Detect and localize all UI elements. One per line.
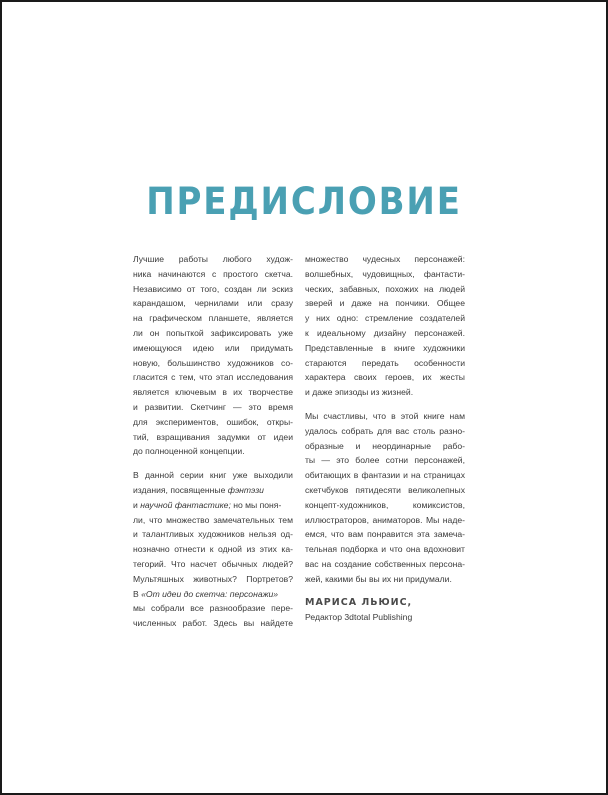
text-line: является ключевым в их творчестве: [133, 387, 293, 398]
text-line: и развитии. Скетчинг — это время: [133, 401, 293, 412]
text-line: и талантливых художников нельзя од-: [133, 529, 293, 540]
text-line: жей, какими бы вы их ни придумали.: [305, 573, 452, 584]
text-line: и даже эпизоды из жизней.: [305, 387, 414, 398]
author-role: Редактор 3dtotal Publishing: [305, 612, 413, 623]
text-line: Лучшие работы любого худож-: [133, 254, 293, 264]
text-line: тий, взращивания задумки от идеи: [133, 431, 293, 442]
text-span: и: [133, 499, 141, 510]
text-line: тегорий. Что насчет обычных людей?: [133, 558, 293, 569]
text-line: ли он попыткой зафиксировать уже: [133, 327, 293, 338]
text-line: мы собрали все разнообразие пере-: [133, 603, 293, 614]
text-line: Мы счастливы, что в этой книге нам: [305, 410, 465, 421]
text-line: характера своих героев, их жесты: [305, 372, 465, 383]
left-column: [133, 252, 293, 640]
italic-text: научной фантастике;: [140, 499, 231, 510]
left-paragraph-2: [133, 468, 293, 631]
text-line: множество чудесных персонажей:: [305, 254, 465, 264]
left-paragraph-1: [133, 252, 293, 459]
text-line: гласится с тем, что этап исследования: [133, 372, 293, 383]
text-line: волшебных, чудовищных, фантасти-: [305, 268, 465, 279]
text-line: [133, 498, 293, 513]
text-line: нозначно отнести к одной из этих ка-: [133, 544, 293, 555]
right-column: [305, 252, 465, 625]
text-line: карандашом, чернилами или сразу: [133, 298, 293, 309]
author-name: МАРИСА ЛЬЮИС,: [305, 596, 413, 608]
italic-text: фэнтэзи: [227, 484, 264, 495]
text-line: [133, 587, 293, 602]
text-line: Представленные в книге художники: [305, 342, 465, 353]
text-line: ты — это более сотни персонажей,: [305, 455, 465, 466]
text-span: издания, посвященные: [133, 484, 228, 495]
text-line: Мультяшных животных? Портретов?: [133, 573, 293, 584]
text-line: В данной серии книг уже выходили: [133, 470, 293, 481]
text-line: тельная подборка и что она вдохновит: [305, 544, 465, 555]
text-line: новую, большинство художников со-: [133, 357, 293, 368]
text-line: [133, 483, 293, 498]
text-span: но мы поня-: [230, 499, 282, 510]
text-line: емся, что вам понравится эта замеча-: [305, 529, 465, 540]
text-line: стараются передать особенности: [305, 357, 465, 368]
text-line: ли, что множество замечательных тем: [133, 514, 293, 525]
text-line: к идеальному дизайну персонажей.: [305, 327, 465, 338]
text-line: ческих, забавных, похожих на людей: [305, 283, 465, 294]
text-line: на графическом планшете, является: [133, 313, 293, 324]
page-title: ПРЕДИСЛОВИЕ: [146, 180, 462, 223]
text-line: удалось собрать для вас столь разно-: [305, 425, 465, 436]
text-line: зверей и даже на пончики. Общее: [305, 298, 465, 309]
text-line: концепт-художников, комиксистов,: [305, 499, 465, 510]
text-line: иллюстраторов, аниматоров. Мы наде-: [305, 514, 465, 525]
italic-text: «От идеи до скетча: персонажи»: [141, 588, 279, 599]
right-paragraph-2: [305, 409, 465, 587]
text-line: скетчбуков пятидесяти великолепных: [305, 484, 465, 495]
text-line: для экспериментов, ошибок, откры-: [133, 416, 293, 427]
text-line: численных работ. Здесь вы найдете: [133, 618, 293, 629]
text-line: имеющуюся идею или придумать: [133, 342, 293, 353]
text-line: у них одно: стремление создателей: [305, 313, 465, 324]
right-paragraph-1: [305, 252, 465, 400]
text-line: обитающих в фантазии и на страницах: [305, 470, 465, 481]
text-line: ника начинаются с простого скетча.: [133, 268, 293, 279]
text-span: В: [133, 588, 142, 599]
text-line: до полноценной концепции.: [133, 446, 245, 457]
text-line: вас на создание собственных персона-: [305, 558, 465, 569]
text-line: образные и неординарные рабо-: [305, 440, 465, 451]
text-line: Независимо от того, создан ли эскиз: [133, 283, 293, 294]
